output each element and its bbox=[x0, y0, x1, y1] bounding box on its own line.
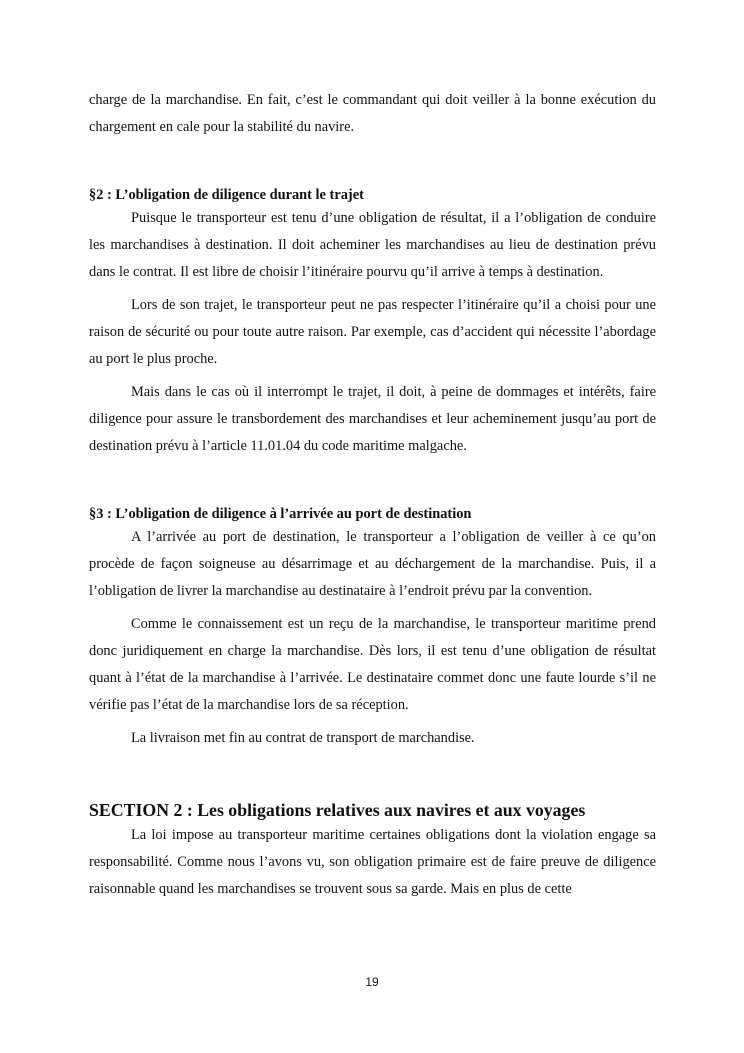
intro-paragraph: charge de la marchandise. En fait, c’est le commandant qui doit veiller à la bonne exécution du chargement en cale pour la stabilité du navire. bbox=[89, 92, 656, 135]
section-2-paragraph-1: La loi impose au transporteur maritime certaines obligations dont la violation engage sa responsabilité. Comme nous l’avons vu, son obligation primaire est de faire preuve de diligence raisonnable quand les marchandises se trouvent sous sa garde. Mais en plus de cette bbox=[89, 827, 656, 897]
section-2-heading: SECTION 2 : Les obligations relatives aux navires et aux voyages bbox=[89, 800, 586, 820]
section-p3-paragraph-2: Comme le connaissement est un reçu de la marchandise, le transporteur maritime prend donc juridiquement en charge la marchandise. Dès lors, il est tenu d’une obligation de résultat quant à l’état de la marchandise à l’arrivée. Le destinataire commet donc une faute lourde s’il ne vérifie pas l’état de la marchandise lors de sa réception. bbox=[89, 616, 656, 713]
section-p2-heading: §2 : L’obligation de diligence durant le trajet bbox=[89, 187, 364, 203]
section-p3-paragraph-3: La livraison met fin au contrat de transport de marchandise. bbox=[131, 730, 475, 746]
spacer bbox=[89, 758, 656, 798]
spacer bbox=[89, 147, 656, 185]
page-content bbox=[89, 87, 656, 909]
section-p3-paragraph-1: A l’arrivée au port de destination, le transporteur a l’obligation de veiller à ce qu’on procède de façon soigneuse au désarrimage et au déchargement de la marchandise. Puis, il a l’obligation de livrer la marchandise au destinataire à l’endroit prévu par la convention. bbox=[89, 529, 656, 599]
section-p3-heading: §3 : L’obligation de diligence à l’arrivée au port de destination bbox=[89, 506, 472, 522]
page-number: 19 bbox=[365, 975, 379, 989]
section-p2-paragraph-1: Puisque le transporteur est tenu d’une obligation de résultat, il a l’obligation de conduire les marchandises à destination. Il doit acheminer les marchandises au lieu de destination prévu dans le contrat. Il est libre de choisir l’itinéraire pourvu qu’il arrive à temps à destination. bbox=[89, 210, 656, 280]
spacer bbox=[89, 466, 656, 504]
section-p2-paragraph-2: Lors de son trajet, le transporteur peut ne pas respecter l’itinéraire qu’il a choisi pour une raison de sécurité ou pour toute autre raison. Par exemple, cas d’accident qui nécessite l’abordage au port le plus proche. bbox=[89, 297, 656, 367]
section-p2-paragraph-3: Mais dans le cas où il interrompt le trajet, il doit, à peine de dommages et intérêts, faire diligence pour assure le transbordement des marchandises et leur acheminement jusqu’au port de destination prévu à l’article 11.01.04 du code maritime malgache. bbox=[89, 384, 656, 454]
